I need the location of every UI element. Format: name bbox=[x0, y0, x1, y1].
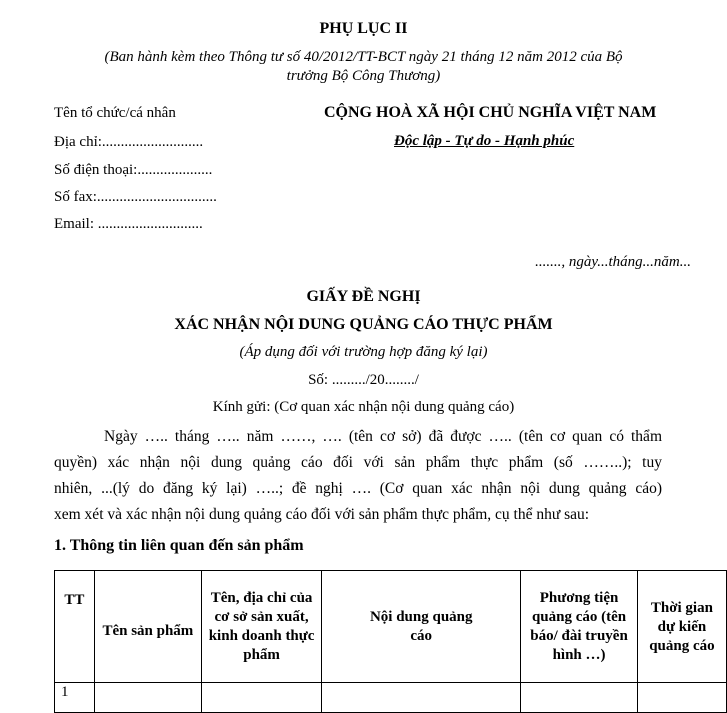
body-line-4: xem xét và xác nhận nội dung quảng cáo đối với sản phẩm thực phẩm, cụ thể như sau: bbox=[54, 506, 590, 523]
header-content: Nội dung quảng cáo bbox=[322, 571, 521, 683]
sender-phone: Số điện thoại:.................... bbox=[54, 162, 213, 178]
header-media: Phương tiện quảng cáo (tên báo/ đài truyền hình …) bbox=[521, 571, 638, 683]
sender-org: Tên tổ chức/cá nhân bbox=[54, 105, 176, 121]
body-line-3: nhiên, ...(lý do đăng ký lại) …..; đề nghị …. (Cơ quan xác nhận nội dung quảng cáo) bbox=[54, 480, 662, 497]
body-paragraph bbox=[54, 424, 662, 528]
header-time: Thời gian dự kiến quảng cáo bbox=[637, 571, 726, 683]
national-motto: Độc lập - Tự do - Hạnh phúc bbox=[394, 133, 575, 149]
product-table bbox=[54, 570, 727, 713]
appendix-subtitle-line1: (Ban hành kèm theo Thông tư số 40/2012/TT-BCT ngày 21 tháng 12 năm 2012 của Bộ bbox=[104, 49, 623, 65]
section1-heading: 1. Thông tin liên quan đến sản phẩm bbox=[54, 537, 304, 554]
row-tt: 1 bbox=[55, 683, 95, 713]
appendix-subtitle-line2: trưởng Bộ Công Thương) bbox=[286, 68, 441, 84]
doc-title-1: GIẤY ĐỀ NGHỊ bbox=[306, 288, 421, 305]
appendix-title: PHỤ LỤC II bbox=[319, 20, 408, 37]
sender-email: Email: ............................ bbox=[54, 216, 203, 232]
header-product-name: Tên sản phẩm bbox=[94, 571, 201, 683]
body-line-2: quyền) xác nhận nội dung quảng cáo đối với sản phẩm thực phẩm (số ……..); tuy bbox=[54, 454, 662, 471]
sender-fax: Số fax:................................ bbox=[54, 189, 217, 205]
date-line: ......., ngày...tháng...năm... bbox=[535, 254, 691, 270]
doc-note: (Áp dụng đối với trường hợp đăng ký lại) bbox=[239, 344, 488, 360]
header-producer: Tên, địa chỉ của cơ sở sản xuất, kinh doanh thực phẩm bbox=[201, 571, 321, 683]
doc-recipient: Kính gửi: (Cơ quan xác nhận nội dung quảng cáo) bbox=[212, 399, 515, 415]
doc-title-2: XÁC NHẬN NỘI DUNG QUẢNG CÁO THỰC PHẨM bbox=[174, 316, 553, 333]
national-name: CỘNG HOÀ XÃ HỘI CHỦ NGHĨA VIỆT NAM bbox=[324, 104, 657, 121]
sender-address: Địa chỉ:........................... bbox=[54, 134, 204, 150]
body-line-1: Ngày ….. tháng ….. năm ……, …. (tên cơ sở) đã được ….. (tên cơ quan có thẩm bbox=[104, 428, 662, 445]
doc-number: Số: ........./20......../ bbox=[308, 372, 419, 388]
header-tt: TT bbox=[55, 571, 95, 683]
table-header-row bbox=[55, 571, 727, 683]
